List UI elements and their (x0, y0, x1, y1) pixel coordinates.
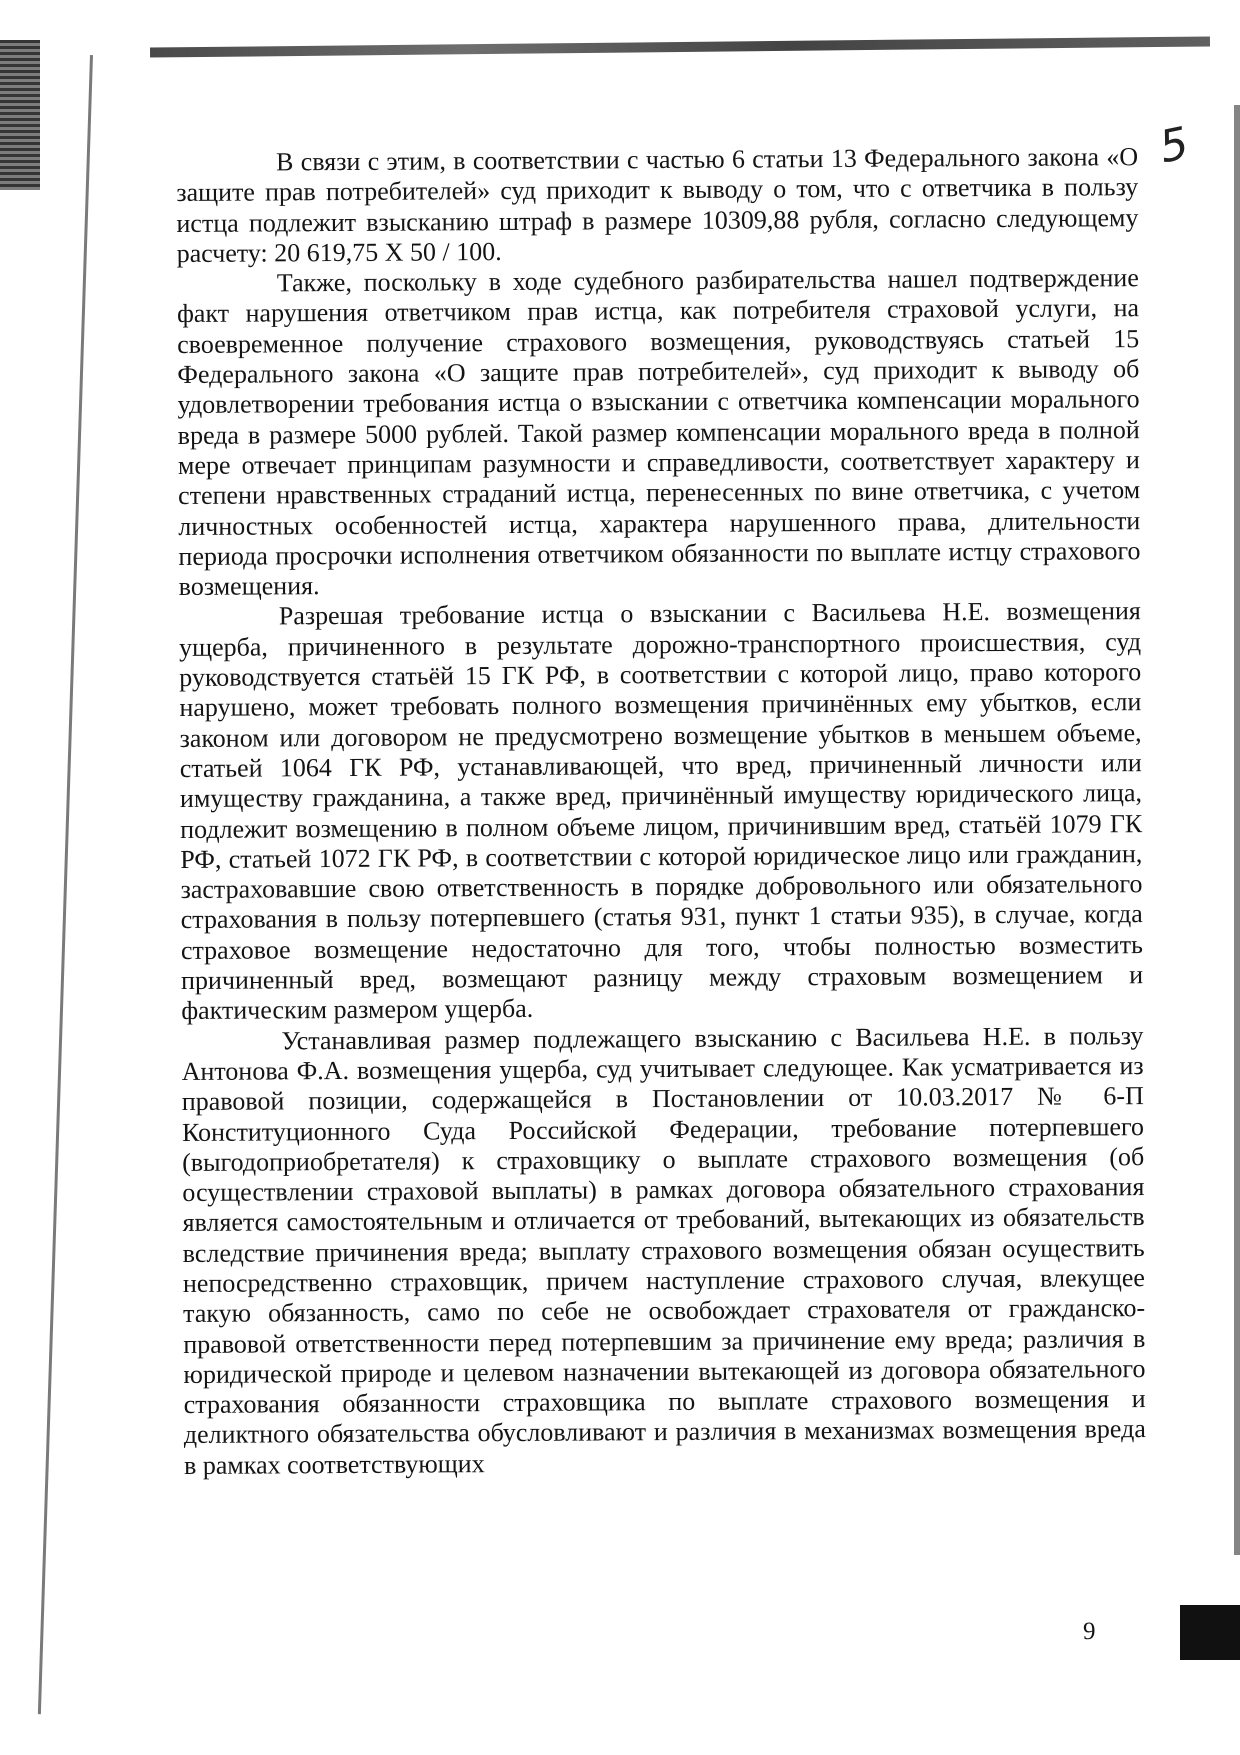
handwritten-page-mark: 5 (1155, 117, 1193, 174)
paragraph-damage-amount: Устанавливая размер подлежащего взысканию с Васильева Н.Е. в пользу Антонова Ф.А. возмещения ущерба, суд учитывает следующее. Как усматривается из правовой позиции, содержащейся в Постановлении от 10.03.2017 № 6-П Конституционного Суда Российской Федерации, требование потерпевшего (выгодоприобретателя) к страховщику о выплате страхового возмещения (об осуществлении страховой выплаты) в рамках договора обязательного страхования является самостоятельным и отличается от требований, вытекающих из обязательств вследствие причинения вреда; выплату страхового возмещения обязан осуществить непосредственно страховщик, причем наступление страхового случая, влекущее такую обязанность, само по себе не освобождает страхователя от гражданско-правовой ответственности перед потерпевшим за причинение ему вреда; различия в юридической природе и целевом назначении вытекающей из договора обязательного страхования обязанности страховщика по выплате страхового возмещения и деликтного обязательства обусловливают и различия в механизмах возмещения вреда в рамках соответствующих (181, 1020, 1146, 1480)
scan-artifact-left (0, 40, 40, 190)
scan-artifact-top (150, 36, 1210, 57)
document-body (176, 142, 1146, 1481)
page-number: 9 (1083, 1618, 1096, 1645)
paragraph-damage-claim: Разрешая требование истца о взыскании с Васильева Н.Е. возмещения ущерба, причиненного в результате дорожно-транспортного происшествия, суд руководствуется статьёй 15 ГК РФ, в соответствии с которой лицо, право которого нарушено, может требовать полного возмещения причинённых ему убытков, если законом или договором не предусмотрено возмещение убытков в меньшем объеме, статьей 1064 ГК РФ, устанавливающей, что вред, причиненный личности или имуществу гражданина, а также вред, причинённый имуществу юридического лица, подлежит возмещению в полном объеме лицом, причинившим вред, статьёй 1079 ГК РФ, статьей 1072 ГК РФ, в соответствии с которой юридическое лицо или гражданин, застраховавшие свою ответственность в порядке добровольного или обязательного страхования в пользу потерпевшего (статья 931, пункт 1 статьи 935), в случае, когда страховое возмещение недостаточно для того, чтобы полностью возместить причиненный вред, возмещают разницу между страховым возмещением и фактическим размером ущерба. (178, 596, 1144, 1026)
scan-artifact-right (1234, 105, 1240, 1555)
paragraph-moral-damage: Также, поскольку в ходе судебного разбирательства нашел подтверждение факт нарушения ответчиком прав истца, как потребителя страховой услуги, на своевременное получение страхового возмещения, руководствуясь статьей 15 Федерального закона «О защите прав потребителей», суд приходит к выводу об удовлетворении требования истца о взыскании с ответчика компенсации морального вреда в размере 5000 рублей. Такой размер компенсации морального вреда в полной мере отвечает принципам разумности и справедливости, соответствует характеру и степени нравственных страданий истца, перенесенных по вине ответчика, с учетом личностных особенностей истца, характера нарушенного права, длительности периода просрочки исполнения ответчиком обязанности по выплате истцу страхового возмещения. (176, 263, 1141, 602)
scan-artifact-corner (1180, 1605, 1240, 1660)
paragraph-fine: В связи с этим, в соответствии с частью 6 статьи 13 Федерального закона «О защите прав потребителей» суд приходит к выводу о том, что с ответчика в пользу истца подлежит взысканию штраф в размере 10309,88 рубля, согласно следующему расчету: 20 619,75 Х 50 / 100. (176, 142, 1139, 268)
page-edge-line (38, 55, 93, 1714)
